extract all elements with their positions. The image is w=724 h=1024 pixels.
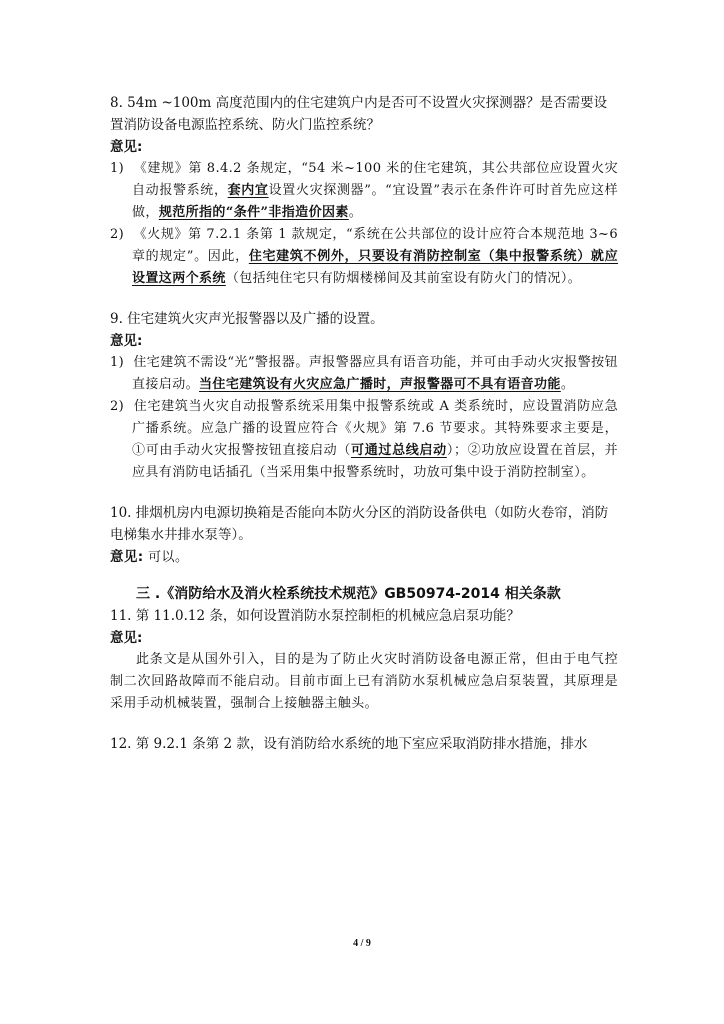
q10-opinion [110,546,618,569]
section-3-heading: 三 .《消防给水及消火栓系统技术规范》GB50974-2014 相关条款 [136,586,561,602]
q8-item-1-emphasis-2: 规范所指的“条件”非指造价因素 [158,205,349,220]
document-body [110,92,618,755]
q9-opinion-label: 意见: [110,333,143,349]
q11-opinion-label: 意见: [110,630,143,646]
q9-item-1: 1) 住宅建筑不需设“光”警报器。声报警器应具有语音功能，并可由手动火灾报警按钮直接启动。当住宅建筑设有火灾应急广播时，声报警器可不具有语音功能。 [110,355,618,392]
q11-paragraph: 此条文是从国外引入，目的是为了防止火灾时消防设备电源正常，但由于电气控制二次回路故障而不能启动。目前市面上已有消防水泵机械应急启泵装置，其原理是采用手动机械装置，强制合上接触器主触头。 [110,652,618,711]
q8-item-2-emphasis: 住宅建筑不例外，只要设有消防控制室（集中报警系统）就应设置这两个系统 [132,249,618,286]
q8-item-1: 1) 《建规》第 8.4.2 条规定，“54 米~100 米的住宅建筑，其公共部位应设置火灾自动报警系统，套内宜设置火灾探测器”。“宜设置”表示在条件许可时首先应这样做，规范所指的“条件”非指造价因素。 [110,161,619,220]
q10-answer: 可以。 [148,550,189,565]
q12-title: 12. 第 9.2.1 条第 2 款，设有消防给水系统的地下室应采取消防排水措施，排水 [110,736,588,752]
q9-item-1-emphasis: 当住宅建筑设有火灾应急广播时，声报警器可不具有语音功能 [199,377,561,392]
page-number: 4 / 9 [353,938,371,949]
q8-item-1-emphasis-1: 套内宜 [227,183,269,198]
q11-title: 11. 第 11.0.12 条，如何设置消防水泵控制柜的机械应急启泵功能？ [110,608,520,624]
q9-title: 9. 住宅建筑火灾声光报警器以及广播的设置。 [110,311,384,327]
q9-item-2-emphasis: 可通过总线启动 [351,443,447,458]
q9-item-2: 2) 住宅建筑当火灾自动报警系统采用集中报警系统或 A 类系统时，应设置消防应急广播系统。应急广播的设置应符合《火规》第 7.6 节要求。其特殊要求主要是，①可由手动火灾报警按钮直接启动（可通过总线启动）；②功放应设置在首层，并应具有消防电话插孔（当采用集中报警系统时，功放可集中设于消防控制室）。 [110,399,618,480]
q10-title: 10. 排烟机房内电源切换箱是否能向本防火分区的消防设备供电（如防火卷帘，消防电梯集水井排水泵等）。 [110,505,609,543]
q10-opinion-label: 意见: [110,549,144,565]
q8-opinion-label: 意见: [110,139,143,155]
q8-title: 8. 54m ~100m 高度范围内的住宅建筑户内是否可不设置火灾探测器？是否需要设置消防设备电源监控系统、防火门监控系统？ [110,95,608,133]
q8-item-2: 2) 《火规》第 7.2.1 条第 1 款规定，“系统在公共部位的设计应符合本规范地 3~6 章的规定”。因此，住宅建筑不例外，只要设有消防控制室（集中报警系统）就应设置这两个系统（包括纯住宅只有防烟楼梯间及其前室设有防火门的情况）。 [110,227,618,286]
